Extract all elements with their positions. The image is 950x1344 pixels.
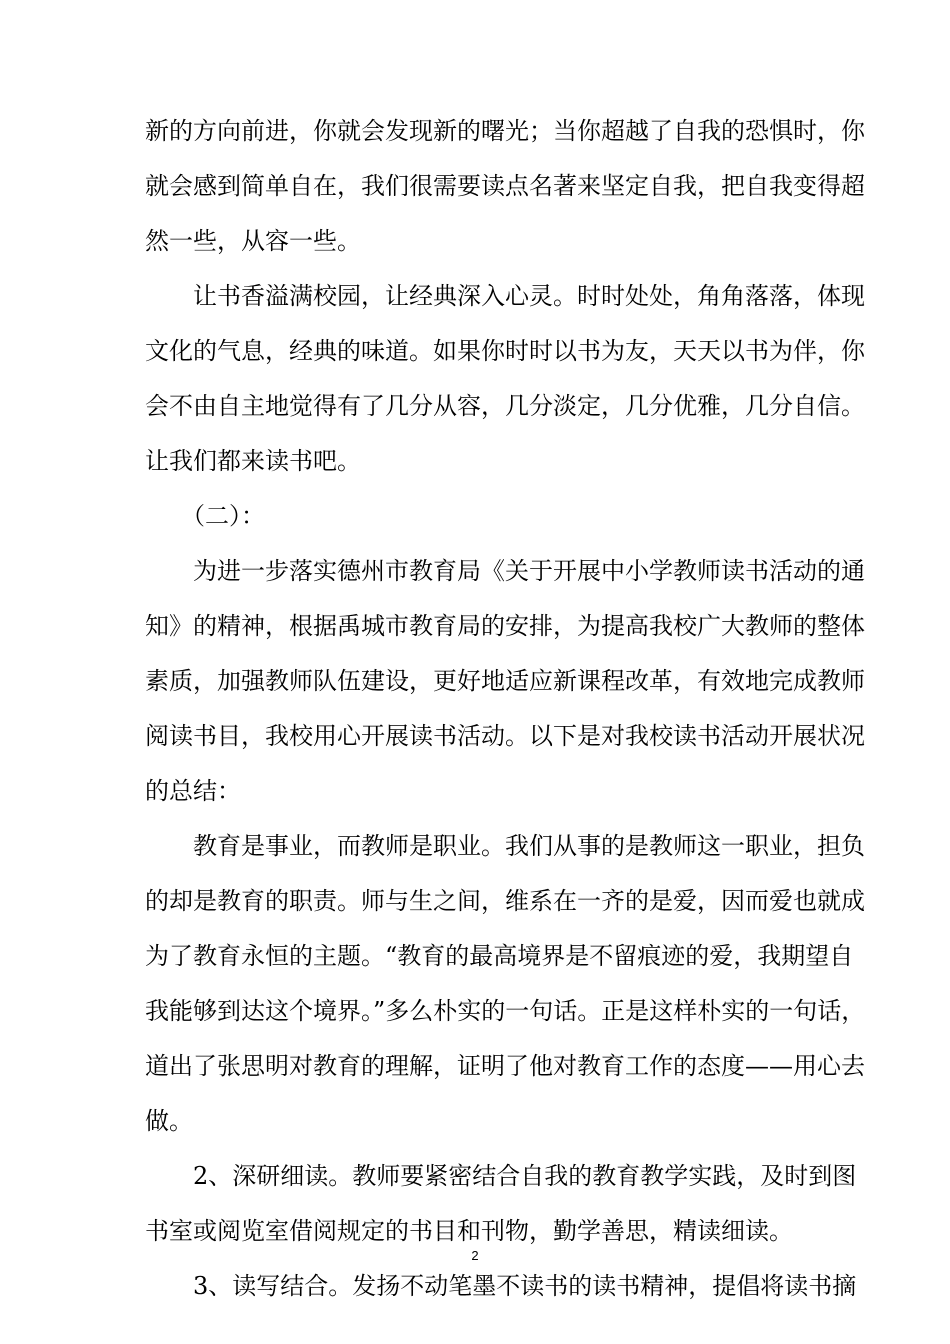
paragraph-first-line: 让书香溢满校园，让经典深入心灵。时时处处，角角落落，体现	[193, 282, 865, 310]
text-line: 让我们都来读书吧。	[145, 447, 361, 475]
text-line: 然一些，从容一些。	[145, 227, 361, 255]
text-line: 为了教育永恒的主题。“教育的最高境界是不留痕迹的爱，我期望自	[145, 942, 854, 970]
paragraph-first-line: 为进一步落实德州市教育局《关于开展中小学教师读书活动的通	[193, 557, 865, 585]
text-line: 文化的气息，经典的味道。如果你时时以书为友，天天以书为伴，你	[145, 337, 865, 365]
text-line: 道出了张思明对教育的理解，证明了他对教育工作的态度——用心去	[145, 1052, 865, 1080]
text-line: 我能够到达这个境界。”多么朴实的一句话。正是这样朴实的一句话，	[145, 997, 866, 1025]
paragraph-first-line: 教育是事业，而教师是职业。我们从事的是教师这一职业，担负	[193, 832, 865, 860]
section-heading: （二）：	[181, 502, 265, 530]
page-number: 2	[471, 1248, 479, 1263]
text-line: 就会感到简单自在，我们很需要读点名著来坚定自我，把自我变得超	[145, 172, 865, 200]
text-line: 做。	[145, 1107, 193, 1135]
text-line: 素质，加强教师队伍建设，更好地适应新课程改革，有效地完成教师	[145, 667, 865, 695]
text-line: 书室或阅览室借阅规定的书目和刊物，勤学善思，精读细读。	[145, 1217, 793, 1245]
text-line: 的总结：	[145, 777, 241, 805]
text-line: 阅读书目，我校用心开展读书活动。以下是对我校读书活动开展状况	[145, 722, 865, 750]
text-line: 的却是教育的职责。师与生之间，维系在一齐的是爱，因而爱也就成	[145, 887, 865, 915]
text-line: 新的方向前进，你就会发现新的曙光；当你超越了自我的恐惧时，你	[145, 117, 865, 145]
paragraph-first-line: 2、深研细读。教师要紧密结合自我的教育教学实践，及时到图	[193, 1162, 857, 1190]
paragraph-first-line: 3、读写结合。发扬不动笔墨不读书的读书精神，提倡将读书摘	[193, 1272, 857, 1300]
text-line: 知》的精神，根据禹城市教育局的安排，为提高我校广大教师的整体	[145, 612, 865, 640]
text-line: 会不由自主地觉得有了几分从容，几分淡定，几分优雅，几分自信。	[145, 392, 865, 420]
